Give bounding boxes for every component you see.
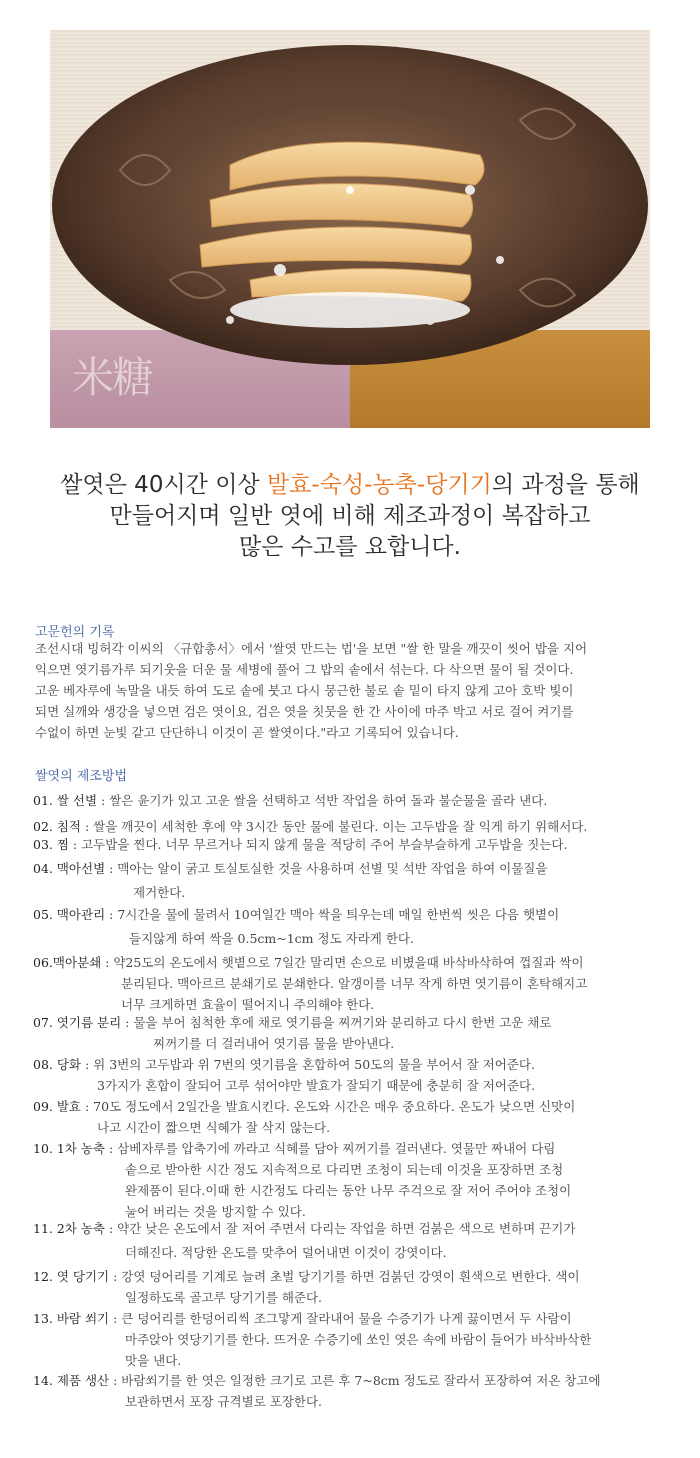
step-text: : 7시간을 물에 물려서 10여일간 맥아 싹을 틔우는데 매일 한번씩 씻은 다음 햇볕이 <box>105 907 560 922</box>
step-text: : 쌀은 윤기가 있고 고운 쌀을 선택하고 석반 작업을 하여 돌과 불순물을 골라 낸다. <box>97 793 548 808</box>
step-08 <box>33 1054 693 1096</box>
step-text: : 70도 정도에서 2일간을 발효시킨다. 온도와 시간은 매우 중요하다. 온도가 낮으면 신맛이 <box>81 1099 576 1114</box>
step-05 <box>33 904 693 949</box>
step-text: 너무 크게하면 효율이 떨어지니 주의해야 한다. <box>121 997 375 1012</box>
step-label: 02. 침적 <box>33 819 82 834</box>
step-label: 05. 맥아관리 <box>33 907 106 922</box>
step-06 <box>33 952 693 1015</box>
step-label: 14. 제품 생산 <box>33 1373 110 1388</box>
step-label: 13. 바람 쐬기 <box>33 1311 110 1326</box>
step-14 <box>33 1370 693 1412</box>
step-text: : 위 3번의 고두밥과 위 7번의 엿기름을 혼합하여 50도의 물을 부어서 잘 저어준다. <box>81 1057 535 1072</box>
step-text: 마주앉아 엿당기기를 한다. 뜨거운 수증기에 쏘인 엿은 속에 바람이 들어가 바삭바삭한 <box>125 1332 592 1347</box>
step-label: 10. 1차 농축 <box>33 1141 106 1156</box>
step-09 <box>33 1096 693 1138</box>
step-text: 더해진다. 적당한 온도를 맞추어 덜어내면 이것이 강엿이다. <box>125 1245 447 1260</box>
headline-highlight: 발효-숙성-농축-당기기 <box>266 472 492 498</box>
step-text: 솥으로 받아한 시간 정도 지속적으로 다리면 조청이 되는데 이것을 포장하면 조청 <box>125 1162 564 1177</box>
step-label: 07. 엿기름 분리 <box>33 1015 122 1030</box>
headline-line-3: 많은 수고를 요합니다. <box>239 534 461 560</box>
record-section-title: 고문헌의 기록 <box>35 625 115 640</box>
step-text: 눌어 버리는 것을 방지할 수 있다. <box>125 1204 306 1219</box>
step-text: : 강엿 덩어리를 기계로 늘려 초벌 당기기를 하면 검붉던 강엿이 흰색으로 변한다. 색이 <box>109 1269 580 1284</box>
step-label: 09. 발효 <box>33 1099 82 1114</box>
record-line: 되면 실깨와 생강을 넣으면 검은 엿이요, 검은 엿을 칫뭇을 한 간 사이에 마주 박고 서로 걸어 켜기를 <box>35 704 574 719</box>
headline-line-2: 만들어지며 일반 엿에 비해 제조과정이 복잡하고 <box>109 503 591 529</box>
record-line: 고운 베자루에 녹말을 내듯 하여 도로 솥에 붓고 다시 뭉근한 불로 솥 밑이 타지 않게 고아 호박 빛이 <box>35 683 574 698</box>
headline-text: 쌀엿은 40시간 이상 <box>60 472 267 498</box>
record-line: 수없이 하면 눈빛 같고 단단하니 이것이 곧 쌀엿이다."라고 기록되어 있습니다. <box>35 725 459 740</box>
step-label: 03. 찜 <box>33 837 69 852</box>
hero-photo <box>50 30 650 428</box>
step-text: 완제품이 된다.이때 한 시간정도 다리는 동안 나무 주걱으로 잘 저어 주어야 조청이 <box>125 1183 572 1198</box>
step-03 <box>33 834 693 855</box>
step-text: 찌꺼기를 더 걸러내어 엿기름 물을 받아낸다. <box>153 1036 395 1051</box>
step-text: 일정하도록 골고루 당기기를 해준다. <box>125 1290 323 1305</box>
step-07 <box>33 1012 693 1054</box>
step-text: : 쌀을 깨끗이 세척한 후에 약 3시간 동안 물에 불린다. 이는 고두밥을 잘 익게 하기 위해서다. <box>81 819 588 834</box>
record-line: 조선시대 빙허각 이씨의 〈규합총서〉에서 '쌀엿 만드는 법'을 보면 "쌀 한 말을 깨끗이 씻어 밥을 지어 <box>35 641 588 656</box>
step-text: : 고두밥을 찐다. 너무 무르거나 되지 않게 물을 적당히 주어 부슬부슬하게 고두밥을 짓는다. <box>68 837 568 852</box>
step-text: 분리된다. 맥아르르 분쇄기로 분쇄한다. 알갱이를 너무 작게 하면 엿기름이 혼탁해지고 <box>121 976 588 991</box>
step-12 <box>33 1266 693 1308</box>
step-text: : 약간 낮은 온도에서 잘 저어 주면서 다리는 작업을 하면 검붉은 색으로 변하며 끈기가 <box>105 1221 576 1236</box>
record-paragraph <box>35 638 675 743</box>
headline-text: 의 과정을 통해 <box>491 472 640 498</box>
step-label: 04. 맥아선별 <box>33 861 106 876</box>
step-text: 나고 시간이 짧으면 식혜가 잘 삭지 않는다. <box>97 1120 331 1135</box>
headline-line-1 <box>0 470 700 501</box>
step-text: 맛을 낸다. <box>125 1353 182 1368</box>
watermark-seal: 米糖 <box>72 353 153 402</box>
step-text: 3가지가 혼합이 잘되어 고루 섞어야만 발효가 잘되기 때문에 충분히 잘 저어준다. <box>97 1078 536 1093</box>
step-text: : 약25도의 온도에서 햇볕으로 7일간 말리면 손으로 비볐을때 바삭바삭하여 껍질과 싹이 <box>101 955 584 970</box>
step-label: 06.맥아분쇄 <box>33 955 102 970</box>
method-section-title: 쌀엿의 제조방법 <box>35 769 128 784</box>
step-label: 11. 2차 농축 <box>33 1221 106 1236</box>
step-text: : 물을 부어 침척한 후에 채로 엿기름을 찌꺼기와 분리하고 다시 한번 고운 채로 <box>121 1015 552 1030</box>
headline <box>0 470 700 563</box>
step-11 <box>33 1218 693 1263</box>
step-13 <box>33 1308 693 1371</box>
step-label: 08. 당화 <box>33 1057 82 1072</box>
step-04 <box>33 858 693 903</box>
step-text: 들지않게 하여 싹을 0.5cm~1cm 정도 자라게 한다. <box>129 931 414 946</box>
step-10 <box>33 1138 693 1222</box>
step-01 <box>33 790 693 811</box>
step-label: 01. 쌀 선별 <box>33 793 98 808</box>
step-text: : 큰 덩어리를 한덩어리씩 조그맣게 잘라내어 물을 수증기가 나게 끓이면서 두 사람이 <box>109 1311 572 1326</box>
step-text: : 바람쐬기를 한 엿은 일정한 크기로 고른 후 7~8cm 정도로 잘라서 포장하여 저온 창고에 <box>109 1373 601 1388</box>
step-label: 12. 엿 당기기 <box>33 1269 110 1284</box>
step-text: 보관하면서 포장 규격별로 포장한다. <box>125 1394 323 1409</box>
step-text: : 삼베자루를 압축기에 까라고 식혜를 담아 찌꺼기를 걸러낸다. 엿물만 짜내어 다림 <box>105 1141 556 1156</box>
step-text: : 맥아는 알이 굵고 토실토실한 것을 사용하며 선별 및 석반 작업을 하여 이물질을 <box>105 861 548 876</box>
record-line: 익으면 엿기름가루 되기웃을 더운 물 세병에 풀어 그 밥의 솥에서 섞는다. 다 삭으면 물이 될 것이다. <box>35 662 574 677</box>
step-text: 제거한다. <box>133 885 186 900</box>
